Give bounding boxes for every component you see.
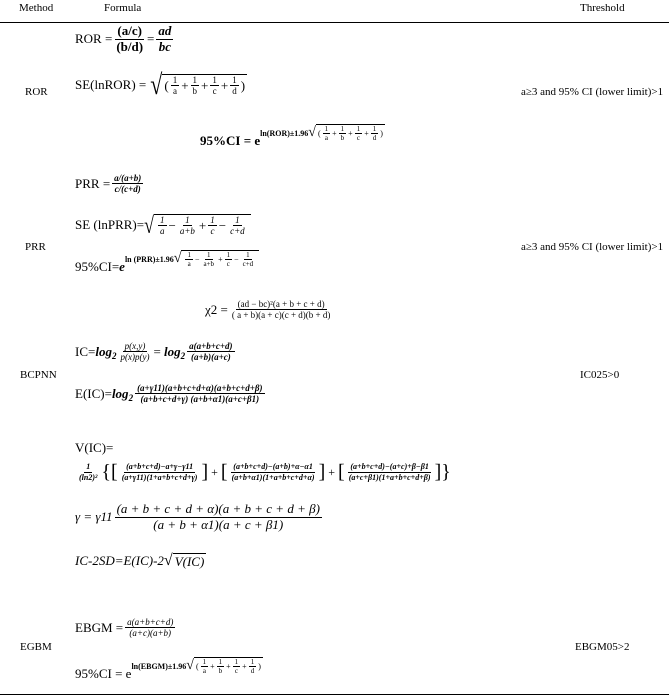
threshold-prr: a≥3 and 95% CI (lower limit)>1 <box>521 241 664 253</box>
header-threshold: Threshold <box>580 2 625 14</box>
ror-numerator-2: ad <box>158 23 172 38</box>
vic-pre-denominator: (ln2)² <box>79 472 98 482</box>
vic-term3-denominator: (a+c+β1)(1+a+b+c+d+β) <box>348 472 431 482</box>
header-method: Method <box>19 2 54 14</box>
ci-ror-lhs: 95%CI = e <box>200 133 261 149</box>
se-prr-lhs: SE (lnPRR)= <box>75 217 145 233</box>
ror-denominator-2: bc <box>158 38 172 54</box>
formula-se-prr: SE (lnPRR)= √ $\frac{1}{a}$ − $\frac{1}{a+b}$ + $\frac{1}{c}$ − $\frac{1}{c+d}$ <box>75 214 251 237</box>
formula-ebgm <box>75 617 177 639</box>
vic-term1-denominator: (a+γ11)(1+a+b+c+d+γ) <box>121 472 198 482</box>
formula-ci-prr: 95%CI= e ln (PRR)±1.96 √ $\frac{1}{a}$ − $\frac{1}{a+b}$ + $\frac{1}{c}$ − $\frac{1}{c+d}$ <box>75 258 259 276</box>
ebgm-numerator: a(a+b+c+d) <box>127 617 174 627</box>
gamma-lhs: γ = γ11 <box>75 509 113 525</box>
vic-lhs: V(IC)= <box>75 440 114 455</box>
vic-term3-numerator: (a+b+c+d)−(a+c)+β−β1 <box>350 462 429 472</box>
gamma-denominator: (a + b + α1)(a + c + β1) <box>153 516 284 532</box>
method-egbm: EGBM <box>20 641 52 653</box>
formula-ic: IC= log 2 $\frac{p(x,y)}{p(x)p(y)}$ = log 2 $\frac{a(a+b+c+d)}{(a+b)(a+c)}$ <box>75 341 233 363</box>
chi-numerator: (ad − bc)²(a + b + c + d) <box>237 299 325 309</box>
eic-numerator: (a+γ11)(a+b+c+d+α)(a+b+c+d+β) <box>137 383 263 393</box>
prr-denominator: c/(c+d) <box>114 184 141 195</box>
formula-vic-label <box>75 440 113 456</box>
ror-lhs: ROR = <box>75 31 113 47</box>
eic-lhs: E(IC)= <box>75 385 112 401</box>
method-bcpnn: BCPNN <box>20 369 57 381</box>
ic-numerator-2: a(a+b+c+d) <box>189 341 233 351</box>
eic-denominator: (a+b+c+d+γ) (a+b+α1)(a+c+β1) <box>140 394 260 405</box>
header-formula: Formula <box>104 2 142 14</box>
ic-denominator-1: p(x)p(y) <box>120 352 150 363</box>
ic-denominator-2: (a+b)(a+c) <box>190 352 231 363</box>
method-ror: ROR <box>25 86 48 98</box>
formula-ic-2sd: IC-2SD=E(IC)-2 √ V(IC) <box>75 552 205 569</box>
table-header <box>0 0 669 23</box>
table-bottom-rule <box>0 694 669 695</box>
vic-term1-numerator: (a+b+c+d)−a+γ−γ11 <box>126 462 194 472</box>
ci-prr-exponent: ln (PRR)±1.96 <box>124 254 174 264</box>
ci-ebgm-exponent: ln(EBGM)±1.96 <box>131 661 187 671</box>
ci-prr-lhs: 95%CI= <box>75 259 120 275</box>
vic-term2-denominator: (a+b+α1)(1+a+b+c+d+α) <box>231 472 315 482</box>
vic-pre-numerator: 1 <box>86 462 91 472</box>
prr-numerator: a/(a+b) <box>114 173 142 183</box>
prr-lhs: PRR = <box>75 175 111 191</box>
formula-vic-body: $\frac{1}{\text{(ln2)²}}$ { [ $\frac{(a+b+c+d)-a+\gamma-\gamma 11}{(a+\gamma 11)(1+a+b+c+d+\gamma)}$ ] + [ $\frac{(a+b+c+d)-(a+b)+\alpha-\alpha 1}{(a+b+\alpha 1)(1+a+b+c+d+\alpha)}$ ] + [ $\frac{(a+b+c+d)-(a+c)+\beta-\beta 1}{(a+c+\beta 1)(1+a+b+c+d+\beta)}$ ] } <box>79 461 451 483</box>
sqrt-symbol: √ ( $\frac{1}{a}$ + $\frac{1}{b}$ + $\frac{1}{c}$ + $\frac{1}{d}$ ) <box>150 68 246 101</box>
ebgm-lhs: EBGM = <box>75 619 124 635</box>
ic-numerator-1: p(x,y) <box>124 341 146 351</box>
threshold-ror: a≥3 and 95% CI (lower limit)>1 <box>521 86 664 98</box>
ror-denominator: (b/d) <box>116 38 144 54</box>
ic-lhs: IC= <box>75 343 96 359</box>
formula-ci-ror: 95%CI = e ln(ROR)±1.96 √ ( $\frac{1}{a}$ + $\frac{1}{b}$ + $\frac{1}{c}$ + $\frac{1}{d}$ ) <box>200 125 383 149</box>
threshold-egbm: EBGM05>2 <box>575 641 630 653</box>
ror-equals: = <box>147 31 155 47</box>
vic-term2-numerator: (a+b+c+d)−(a+b)+α−α1 <box>233 462 313 472</box>
chi-lhs: χ2 = <box>205 301 228 317</box>
chi-denominator: ( a + b)(a + c)(c + d)(b + d) <box>231 310 331 321</box>
threshold-bcpnn: IC025>0 <box>580 369 620 381</box>
formula-se-ror <box>75 68 247 101</box>
vic-sqrt: V(IC) <box>174 553 205 569</box>
formula-ci-ebgm: 95%CI = e ln(EBGM)±1.96 √ ( $\frac{1}{a}$ + $\frac{1}{b}$ + $\frac{1}{c}$ + $\frac{1}{d}$ ) <box>75 658 261 682</box>
log2-a: log <box>95 343 112 359</box>
ebgm-denominator: (a+c)(a+b) <box>129 628 172 639</box>
ci-ror-exponent: ln(ROR)±1.96 <box>260 128 309 138</box>
ic-2sd-lhs: IC-2SD=E(IC)-2 <box>75 553 164 568</box>
formula-gamma <box>75 502 324 533</box>
method-prr: PRR <box>25 241 46 253</box>
se-ror-lhs: SE(lnROR) = <box>75 77 147 93</box>
formula-eic: E(IC)= log 2 $\frac{(a+\gamma 11)(a+b+c+d+\alpha)(a+b+c+d+\beta)}{(a+b+c+d+\gamma) (a+b+\alpha 1)(a+c+\beta 1)}$ <box>75 383 263 405</box>
formula-chi-square <box>205 299 334 321</box>
formula-prr <box>75 173 145 195</box>
formula-ror <box>75 24 175 55</box>
gamma-numerator: (a + b + c + d + α)(a + b + c + d + β) <box>116 501 320 516</box>
ror-numerator: (a/c) <box>117 23 142 38</box>
ci-ebgm-lhs: 95%CI = e <box>75 666 132 682</box>
